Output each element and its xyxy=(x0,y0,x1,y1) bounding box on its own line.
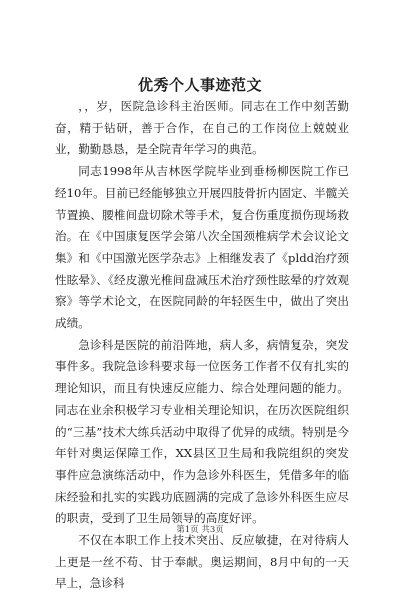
paragraph-3: 急诊科是医院的前沿阵地，病人多，病情复杂，突发事件多。我院急诊科要求每一位医务工作者不仅有扎实的理论知识，而且有快速反应能力、综合处理问题的能力。同志在业余积极学习专业相关理论知识，在历次医院组织的“三基”技术大练兵活动中取得了优异的成绩。特别是今年针对奥运保障工作，XX县区卫生局和我院组织的突发事件应急演练活动中，作为急诊外科医生，凭借多年的临床经验和扎实的实践功底圆满的完成了急诊外科医生应尽的职责，受到了卫生局领导的高度好评。 xyxy=(55,337,349,526)
page-footer xyxy=(0,523,400,535)
page-indicator: 第1页 共3页 xyxy=(176,525,224,535)
paragraph-1: ，，岁，医院急诊科主治医师。同志在工作中刻苦勤奋，精于钻研，善于合作，在自己的工作岗位上兢兢业业，勤勤恳恳，是全院青年学习的典范。 xyxy=(55,99,349,157)
page-title: 优秀个人事迹范文 xyxy=(137,76,262,94)
document-body xyxy=(55,96,349,595)
paragraph-4: 不仅在本职工作上技术突出、反应敏捷，在对待病人上更是一丝不苟、甘于奉献。奥运期间，8月中旬的一天早上，急诊科 xyxy=(55,533,349,591)
paragraph-2: 同志1998年从吉林医学院毕业到垂杨柳医院工作已经10年。目前已经能够独立开展四肢骨折内固定、半髋关节置换、腰椎间盘切除术等手术，复合伤重度损伤现场救治。在《中国康复医学会第八次全国颈椎病学术会议论文集》和《中国激光医学杂志》上相继发表了《pldd治疗颈性眩晕》、《经皮激光椎间盘减压术治疗颈性眩晕的疗效观察》等学术论文，在医院同龄的年轻医生中，做出了突出成绩。 xyxy=(55,164,349,331)
